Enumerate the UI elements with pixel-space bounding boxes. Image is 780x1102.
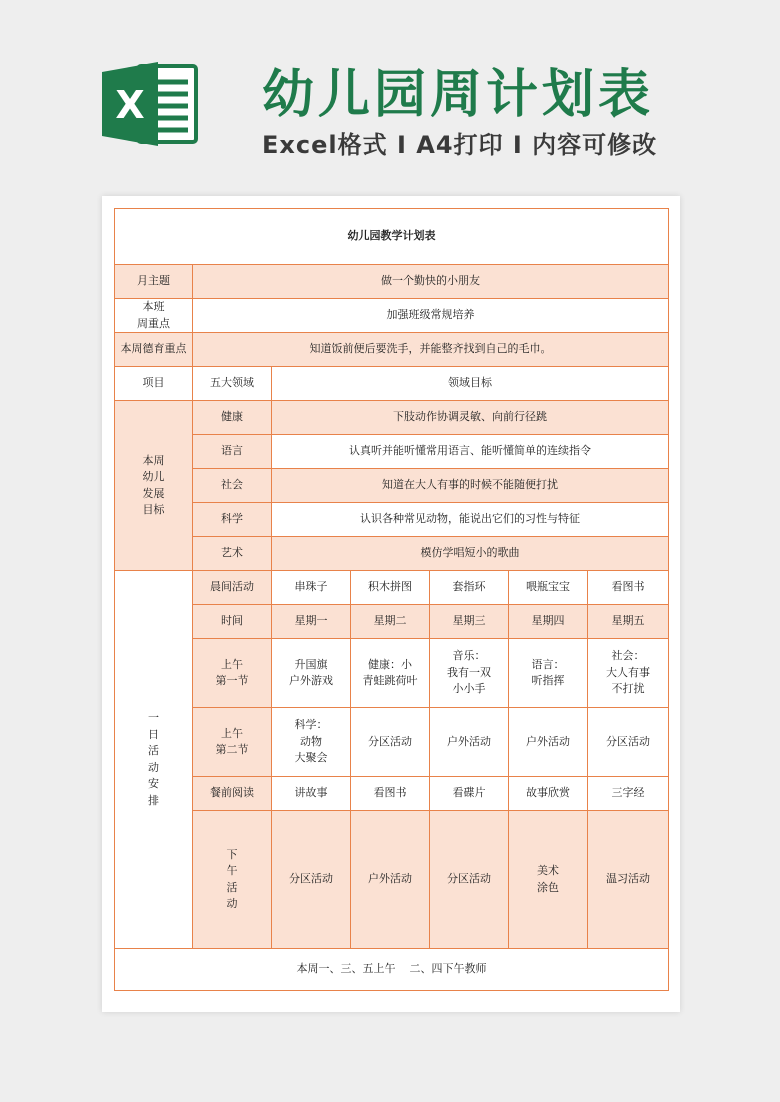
afternoon-activity-cell[interactable]: 户外活动 <box>351 811 430 949</box>
am-period-1-cell[interactable]: 升国旗 户外游戏 <box>272 639 351 708</box>
domain-goal[interactable]: 下肢动作协调灵敏、向前行径跳 <box>272 401 669 435</box>
morning-activity-cell[interactable]: 串珠子 <box>272 571 351 605</box>
month-theme-value[interactable]: 做一个勤快的小朋友 <box>193 265 669 299</box>
weekday-header: 星期五 <box>588 605 669 639</box>
development-goals-label: 本周 幼儿 发展 目标 <box>115 401 193 571</box>
morning-activity-label: 晨间活动 <box>193 571 272 605</box>
afternoon-activity-cell[interactable]: 美术 涂色 <box>509 811 588 949</box>
page-subtitle: Excel格式 I A4打印 I 内容可修改 <box>262 131 658 159</box>
excel-logo-letter: X <box>115 83 145 127</box>
weekday-header: 星期一 <box>272 605 351 639</box>
domain-name: 语言 <box>193 435 272 469</box>
page-title: 幼儿园周计划表 <box>262 65 655 125</box>
excel-logo-icon <box>100 58 200 150</box>
moral-focus-value[interactable]: 知道饭前便后要洗手，并能整齐找到自己的毛巾。 <box>193 333 669 367</box>
am-period-2-cell[interactable]: 户外活动 <box>430 708 509 777</box>
class-focus-label: 本班 周重点 <box>115 299 193 333</box>
am-period-1-label: 上午 第一节 <box>193 639 272 708</box>
weekday-header: 星期三 <box>430 605 509 639</box>
am-period-2-cell[interactable]: 分区活动 <box>351 708 430 777</box>
domains-header: 五大领域 <box>193 367 272 401</box>
weekday-header: 星期二 <box>351 605 430 639</box>
afternoon-activity-label: 下 午 活 动 <box>193 811 272 949</box>
am-period-1-cell[interactable]: 语言： 听指挥 <box>509 639 588 708</box>
domain-name: 健康 <box>193 401 272 435</box>
time-label: 时间 <box>193 605 272 639</box>
afternoon-activity-cell[interactable]: 分区活动 <box>272 811 351 949</box>
pre-meal-reading-cell[interactable]: 讲故事 <box>272 777 351 811</box>
am-period-2-label: 上午 第二节 <box>193 708 272 777</box>
pre-meal-reading-cell[interactable]: 故事欣赏 <box>509 777 588 811</box>
pre-meal-reading-cell[interactable]: 看图书 <box>351 777 430 811</box>
footer-note[interactable]: 本周一、三、五上午 二、四下午教师 <box>115 949 669 991</box>
class-focus-value[interactable]: 加强班级常规培养 <box>193 299 669 333</box>
sheet-title: 幼儿园教学计划表 <box>115 209 669 265</box>
weekday-header: 星期四 <box>509 605 588 639</box>
afternoon-activity-cell[interactable]: 分区活动 <box>430 811 509 949</box>
daily-schedule-label: 一 日 活 动 安 排 <box>115 571 193 949</box>
am-period-2-cell[interactable]: 科学： 动物 大聚会 <box>272 708 351 777</box>
am-period-1-cell[interactable]: 健康：小 青蛙跳荷叶 <box>351 639 430 708</box>
document-page <box>102 196 680 1012</box>
am-period-1-cell[interactable]: 社会： 大人有事 不打扰 <box>588 639 669 708</box>
domain-name: 艺术 <box>193 537 272 571</box>
am-period-2-cell[interactable]: 户外活动 <box>509 708 588 777</box>
domain-goal[interactable]: 模仿学唱短小的歌曲 <box>272 537 669 571</box>
item-header: 项目 <box>115 367 193 401</box>
afternoon-activity-cell[interactable]: 温习活动 <box>588 811 669 949</box>
pre-meal-reading-cell[interactable]: 看碟片 <box>430 777 509 811</box>
morning-activity-cell[interactable]: 套指环 <box>430 571 509 605</box>
goal-header: 领域目标 <box>272 367 669 401</box>
plan-table <box>114 208 669 991</box>
pre-meal-reading-cell[interactable]: 三字经 <box>588 777 669 811</box>
domain-name: 社会 <box>193 469 272 503</box>
promo-header <box>0 0 780 190</box>
domain-goal[interactable]: 知道在大人有事的时候不能随便打扰 <box>272 469 669 503</box>
morning-activity-cell[interactable]: 喂瓶宝宝 <box>509 571 588 605</box>
pre-meal-reading-label: 餐前阅读 <box>193 777 272 811</box>
domain-goal[interactable]: 认识各种常见动物，能说出它们的习性与特征 <box>272 503 669 537</box>
morning-activity-cell[interactable]: 积木拼图 <box>351 571 430 605</box>
moral-focus-label: 本周德育重点 <box>115 333 193 367</box>
domain-goal[interactable]: 认真听并能听懂常用语言、能听懂简单的连续指令 <box>272 435 669 469</box>
morning-activity-cell[interactable]: 看图书 <box>588 571 669 605</box>
month-theme-label: 月主题 <box>115 265 193 299</box>
domain-name: 科学 <box>193 503 272 537</box>
am-period-1-cell[interactable]: 音乐： 我有一双 小小手 <box>430 639 509 708</box>
am-period-2-cell[interactable]: 分区活动 <box>588 708 669 777</box>
